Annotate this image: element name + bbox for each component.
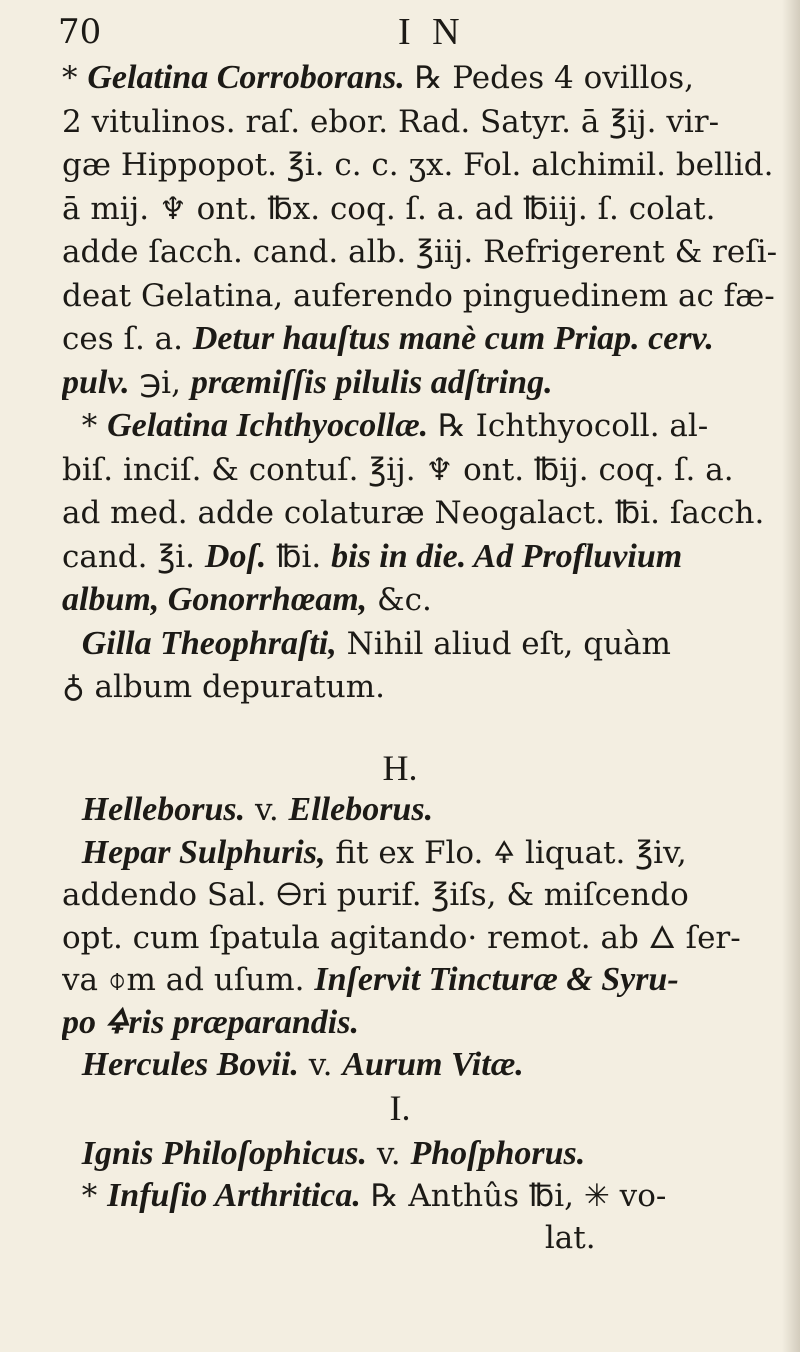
italic-run: Phoſphorus. — [410, 1135, 586, 1172]
text-run: gæ Hippopot. ℥i. c. c. ʒx. Fol. alchimil. bellid. — [62, 147, 774, 183]
italic-run: Gilla Theophraſti, — [81, 624, 337, 662]
text-run: * — [62, 408, 108, 444]
text-run: &c. — [367, 582, 432, 618]
text-run: v. — [367, 1136, 411, 1172]
text-line — [62, 406, 784, 446]
text-line — [62, 833, 784, 873]
italic-run: Ignis Philoſophicus. — [81, 1135, 368, 1172]
text-line — [62, 189, 784, 229]
italic-run: præmiſſis pilulis adſtring. — [190, 363, 553, 401]
text-run: ℞ Pedes 4 ovillos, — [404, 60, 694, 96]
text-run — [62, 1136, 82, 1172]
italic-run: Hercules Bovii. — [81, 1046, 299, 1083]
italic-run: Aurum Vitæ. — [342, 1046, 524, 1083]
text-run: * — [62, 1178, 108, 1214]
text-run: addendo Sal. 🜔ri purif. ℥iſs, & miſcendo — [62, 877, 689, 913]
page-number: 70 — [58, 12, 102, 52]
italic-run: Elleborus. — [288, 791, 434, 828]
text-run: deat Gelatina, auferendo pinguedinem ac fæ- — [62, 277, 775, 314]
text-run: cand. ℥i. — [62, 538, 205, 575]
text-line — [62, 58, 784, 98]
text-run: ces ſ. a. — [62, 321, 193, 357]
italic-run: Doſ. — [204, 537, 267, 575]
text-line — [62, 667, 784, 707]
section-heading-h: H. — [382, 748, 418, 788]
text-line — [62, 580, 784, 620]
text-line — [62, 918, 784, 958]
text-run: Nihil aliud eſt, quàm — [336, 625, 671, 662]
text-run — [62, 792, 82, 828]
text-run: ℞ Anthûs ℔i, ✳ vo- — [360, 1178, 667, 1214]
text-line — [62, 102, 784, 142]
italic-run: po 🜍ris præparandis. — [62, 1003, 359, 1041]
italic-run: bis in die. Ad Profluvium — [331, 537, 683, 575]
italic-run: Infuſio Arthritica. — [107, 1177, 361, 1214]
italic-run: Hepar Sulphuris, — [81, 833, 326, 871]
text-run: ad med. adde colaturæ Neogalact. ℔i. ſacch. — [62, 495, 765, 531]
italic-run: pulv. — [62, 363, 130, 401]
text-line — [62, 319, 784, 359]
text-line — [62, 363, 784, 403]
text-line — [62, 790, 784, 830]
text-run: adde ſacch. cand. alb. ℥iij. Refrigerent & reſi- — [62, 234, 778, 270]
text-run: ♁ album depuratum. — [62, 669, 385, 705]
running-head: I N — [398, 11, 466, 53]
text-run: ℞ Ichthyocoll. al- — [428, 408, 709, 444]
text-run: v. — [298, 1047, 343, 1083]
text-line — [62, 1218, 784, 1258]
text-run: lat. — [62, 1220, 596, 1256]
text-run: v. — [245, 792, 289, 828]
text-run: * — [62, 60, 88, 96]
text-run — [62, 1047, 82, 1083]
text-line — [62, 1003, 784, 1043]
italic-run: Inſervit Tincturæ & Syru- — [314, 961, 679, 998]
text-line — [62, 232, 784, 272]
italic-run: Helleborus. — [81, 791, 246, 828]
text-line — [62, 624, 784, 664]
text-line — [62, 450, 784, 490]
text-run: ℈i, — [129, 364, 191, 401]
text-line — [62, 875, 784, 915]
text-run: 2 vitulinos. raſ. ebor. Rad. Satyr. ā ℥ij. vir- — [62, 103, 720, 140]
text-line — [62, 493, 784, 533]
text-line — [62, 1045, 784, 1085]
italic-run: Gelatina Ichthyocollæ. — [107, 407, 429, 444]
italic-run: Detur hauſtus manè cum Priap. cerv. — [192, 320, 714, 357]
section-heading-i: I. — [389, 1088, 411, 1128]
text-line — [62, 1176, 784, 1216]
text-line — [62, 537, 784, 577]
text-run: ā mij. ♆ ont. ℔x. coq. ſ. a. ad ℔iij. ſ. colat. — [62, 190, 716, 227]
italic-run: Gelatina Corroborans. — [87, 59, 405, 96]
text-run: biſ. inciſ. & contuſ. ℥ij. ♆ ont. ℔ij. coq. ſ. a. — [62, 451, 734, 488]
text-run: va ⌽m ad uſum. — [62, 962, 315, 998]
text-run: ℔i. — [266, 538, 332, 575]
text-line — [62, 960, 784, 1000]
text-run: opt. cum ſpatula agitando· remot. ab 🜂 ſer- — [62, 919, 741, 956]
text-run: fit ex Flo. 🜍 liquat. ℥iv, — [325, 834, 687, 871]
text-run — [62, 626, 82, 662]
text-line — [62, 276, 784, 316]
text-line — [62, 1134, 784, 1174]
italic-run: album, Gonorrhœam, — [62, 581, 368, 618]
text-line — [62, 145, 784, 185]
text-run — [62, 835, 82, 871]
